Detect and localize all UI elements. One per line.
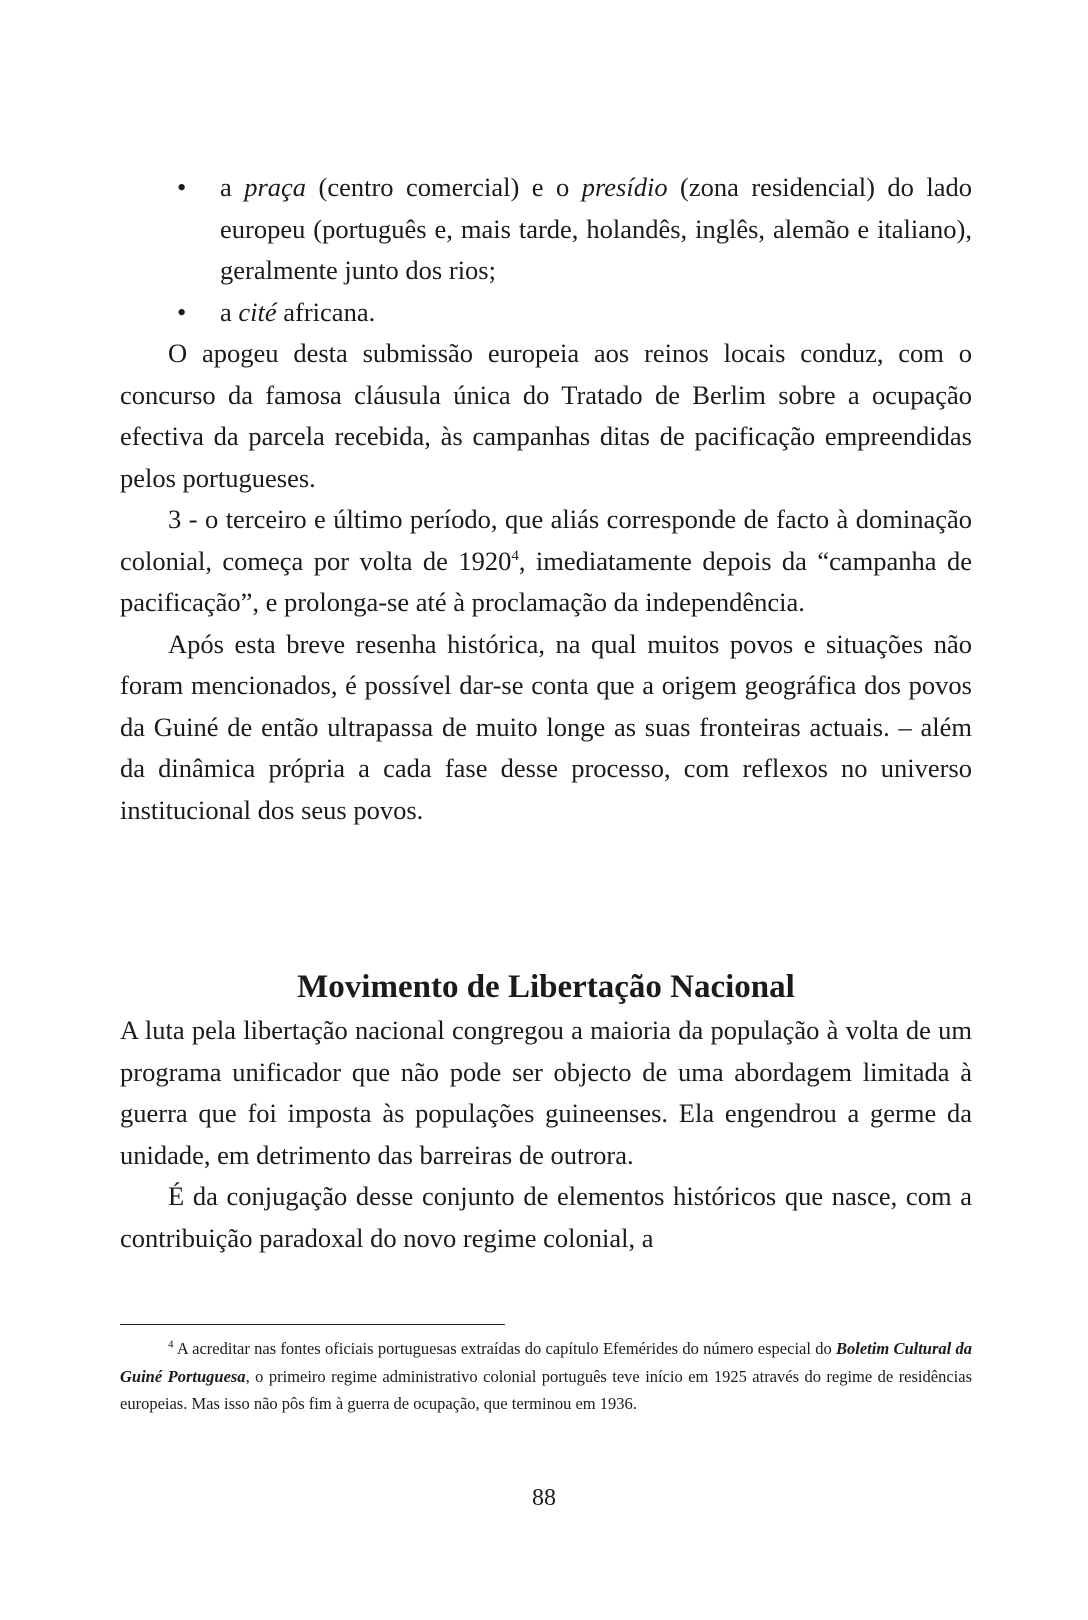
bullet-list [120,167,972,333]
paragraph-apogeu: O apogeu desta submissão europeia aos reinos locais conduz, com o concurso da famosa cláusula única do Tratado de Berlim sobre a ocupação efectiva da parcela recebida, às campanhas ditas de pacificação empreendidas pelos portugueses. [120,338,972,493]
bullet-marker: • [177,296,187,327]
paragraph-terceiro-periodo: 3 - o terceiro e último período, que aliás corresponde de facto à dominação colonial, começa por volta de 1920$^4$, imediatamente depois da “campanha de pacificação”, e prolonga-se até à proclamação da independência. [120,504,972,617]
bullet-item-cite: • a cité africana. [120,292,972,334]
page-number: 88 [532,1485,556,1511]
term-cite: cité [238,296,277,327]
body-text-section [120,1010,972,1259]
body-text-top [120,333,972,831]
footnote-number: 4 [168,1338,174,1351]
paragraph-resenha: Após esta breve resenha histórica, na qual muitos povos e situações não foram mencionados, é possível dar-se conta que a origem geográfica dos povos da Guiné de então ultrapassa de muito longe as suas fronteiras actuais. – além da dinâmica própria a cada fase desse processo, com reflexos no universo institucional dos seus povos. [120,628,972,825]
bullet-item-praca: • a praça (centro comercial) e o presídio (zona residencial) do lado europeu (português e, mais tarde, holandês, inglês, alemão e italiano), geralmente junto dos rios; [120,167,972,292]
footnote-reference: 4 [511,547,519,564]
term-praca: praça [244,172,307,202]
footnote-title: Boletim Cultural da Guiné Portuguesa [120,1339,972,1386]
paragraph-luta: A luta pela libertação nacional congregou a maioria da população à volta de um programa unificador que não pode ser objecto de uma abordagem limitada à guerra que foi imposta às populações guineenses. Ela engendrou a germe da unidade, em detrimento das barreiras de outrora. [120,1015,972,1170]
footnote-divider [120,1324,505,1325]
section-heading: Movimento de Libertação Nacional [297,969,795,1005]
paragraph-conjugacao: É da conjugação desse conjunto de elementos históricos que nasce, com a contribuição paradoxal do novo regime colonial, a [120,1181,972,1253]
term-presidio: presídio [581,172,668,202]
footnote: $^4$ A acreditar nas fontes oficiais portuguesas extraídas do capítulo Efemérides do número especial do Boletim Cultural da Guiné Portuguesa, o primeiro regime administrativo colonial português teve início em 1925 através do regime de residências europeias. Mas isso não pôs fim à guerra de ocupação, que terminou em 1936. [120,1338,972,1413]
bullet-marker: • [177,172,187,202]
